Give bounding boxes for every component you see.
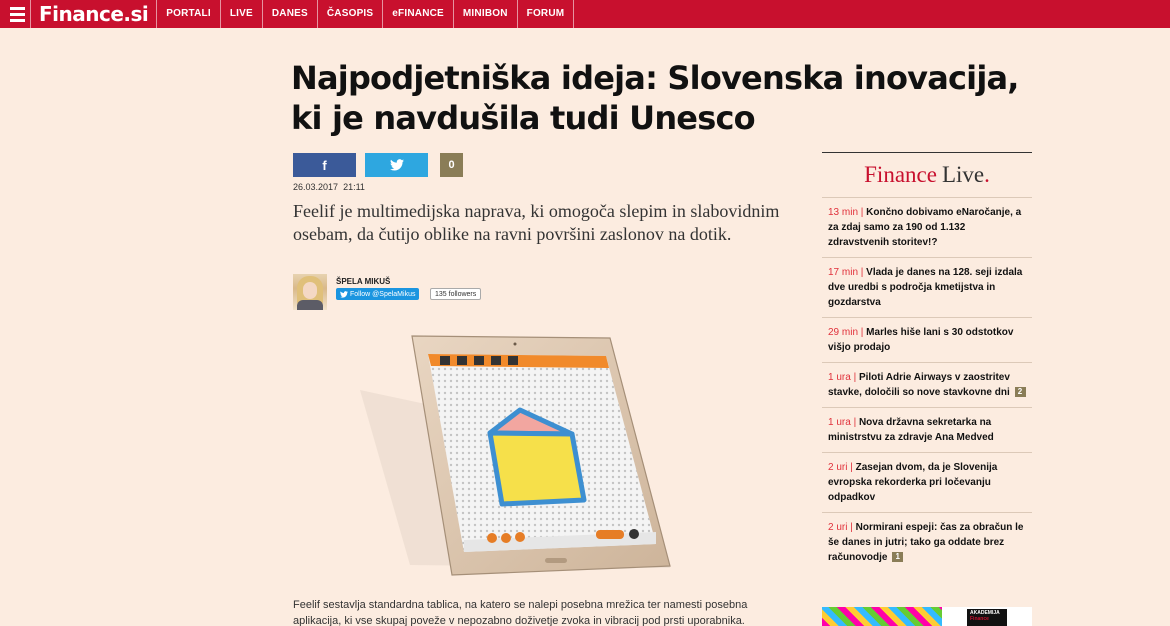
- nav-item-portali[interactable]: PORTALI: [166, 8, 211, 19]
- twitter-follow-button[interactable]: [336, 288, 419, 300]
- nav-item-efinance[interactable]: eFINANCE: [392, 8, 444, 19]
- nav-item-danes[interactable]: DANES: [271, 8, 308, 19]
- nav-item-forum[interactable]: FORUM: [526, 8, 565, 19]
- news-time: 17 min |: [828, 267, 864, 278]
- news-title: Normirani espeji: čas za obračun le še danes in jutri; tako ga oddate brez računovodje: [828, 522, 1024, 563]
- news-title: Marles hiše lani s 30 odstotkov višjo prodajo: [828, 327, 1014, 353]
- article-date-time: 21:11: [343, 182, 365, 192]
- ad-line2: Finance: [970, 616, 989, 622]
- live-news-item[interactable]: [822, 512, 1032, 572]
- menu-icon[interactable]: [4, 0, 30, 28]
- top-nav: [0, 0, 1170, 28]
- news-title: Zasejan dvom, da je Slovenija evropska rekorderka pri ločevanju odpadkov: [828, 462, 998, 503]
- brand-finance: Finance: [864, 162, 937, 187]
- live-news-item[interactable]: [822, 197, 1032, 257]
- news-time: 2 uri |: [828, 462, 853, 473]
- live-news-item[interactable]: [822, 407, 1032, 452]
- news-time: 29 min |: [828, 327, 864, 338]
- author-avatar: [293, 274, 327, 310]
- article-date: [293, 182, 365, 192]
- article-body: Feelif sestavlja standardna tablica, na katero se nalepi posebna mrežica ter namesti posebna aplikacija, ki vse skupaj poveže v nepozabno doživetje zvoka in vibracij pod prsti uporabnika.: [293, 599, 748, 626]
- news-title: Končno dobivamo eNaročanje, a za zdaj samo za 190 od 1.132 zdravstvenih storitev!?: [828, 207, 1022, 248]
- nav-divider: [573, 0, 574, 28]
- news-time: 1 ura |: [828, 417, 857, 428]
- news-time: 1 ura |: [828, 372, 857, 383]
- brand-dot: .: [984, 162, 990, 187]
- finance-live-sidebar: [822, 152, 1032, 572]
- twitter-icon: [340, 291, 348, 298]
- article-headline: Najpodjetniška ideja: Slovenska inovacija, ki je navdušila tudi Unesco: [291, 59, 1019, 137]
- twitter-follow-label: Follow @SpelaMikus: [350, 290, 416, 298]
- nav-item-minibon[interactable]: MINIBON: [462, 8, 508, 19]
- brand-live: Live: [941, 162, 985, 187]
- live-news-item[interactable]: [822, 317, 1032, 362]
- facebook-icon: f: [322, 157, 327, 173]
- ad-artwork: [822, 607, 942, 626]
- comment-count-badge: 2: [1015, 387, 1026, 397]
- author-name[interactable]: ŠPELA MIKUŠ: [336, 277, 391, 286]
- ad-akademija-logo: [967, 609, 1007, 626]
- news-time: 2 uri |: [828, 522, 853, 533]
- nav-item-casopis[interactable]: ČASOPIS: [326, 8, 374, 19]
- news-time: 13 min |: [828, 207, 864, 218]
- twitter-icon: [390, 159, 404, 171]
- live-news-item[interactable]: [822, 362, 1032, 407]
- news-title: Nova državna sekretarka na ministrstvu za zdravje Ana Medved: [828, 417, 994, 443]
- twitter-share-button[interactable]: [365, 153, 428, 177]
- share-count-badge: 0: [440, 153, 463, 177]
- article-image-tablet: [340, 330, 680, 580]
- site-logo[interactable]: Finance.si: [39, 2, 149, 26]
- twitter-followers-count[interactable]: 135 followers: [430, 288, 481, 300]
- article-date-day: 26.03.2017: [293, 182, 339, 192]
- news-title: Vlada je danes na 128. seji izdala dve uredbi s področja kmetijstva in gozdarstva: [828, 267, 1023, 308]
- sidebar-ad-banner[interactable]: [822, 607, 1032, 626]
- facebook-share-button[interactable]: [293, 153, 356, 177]
- ad-line1: AKADEMIJA: [970, 610, 1000, 616]
- article-lead: Feelif je multimedijska naprava, ki omogoča slepim in slabovidnim osebam, da čutijo oblike na ravni površini zaslonov na dotik.: [293, 201, 780, 244]
- nav-item-live[interactable]: LIVE: [229, 8, 253, 19]
- news-title: Piloti Adrie Airways v zaostritev stavke, določili so nove stavkovne dni: [828, 372, 1010, 398]
- live-news-item[interactable]: [822, 257, 1032, 317]
- comment-count-badge: 1: [892, 552, 903, 562]
- finance-live-logo[interactable]: [822, 153, 1032, 197]
- live-news-item[interactable]: [822, 452, 1032, 512]
